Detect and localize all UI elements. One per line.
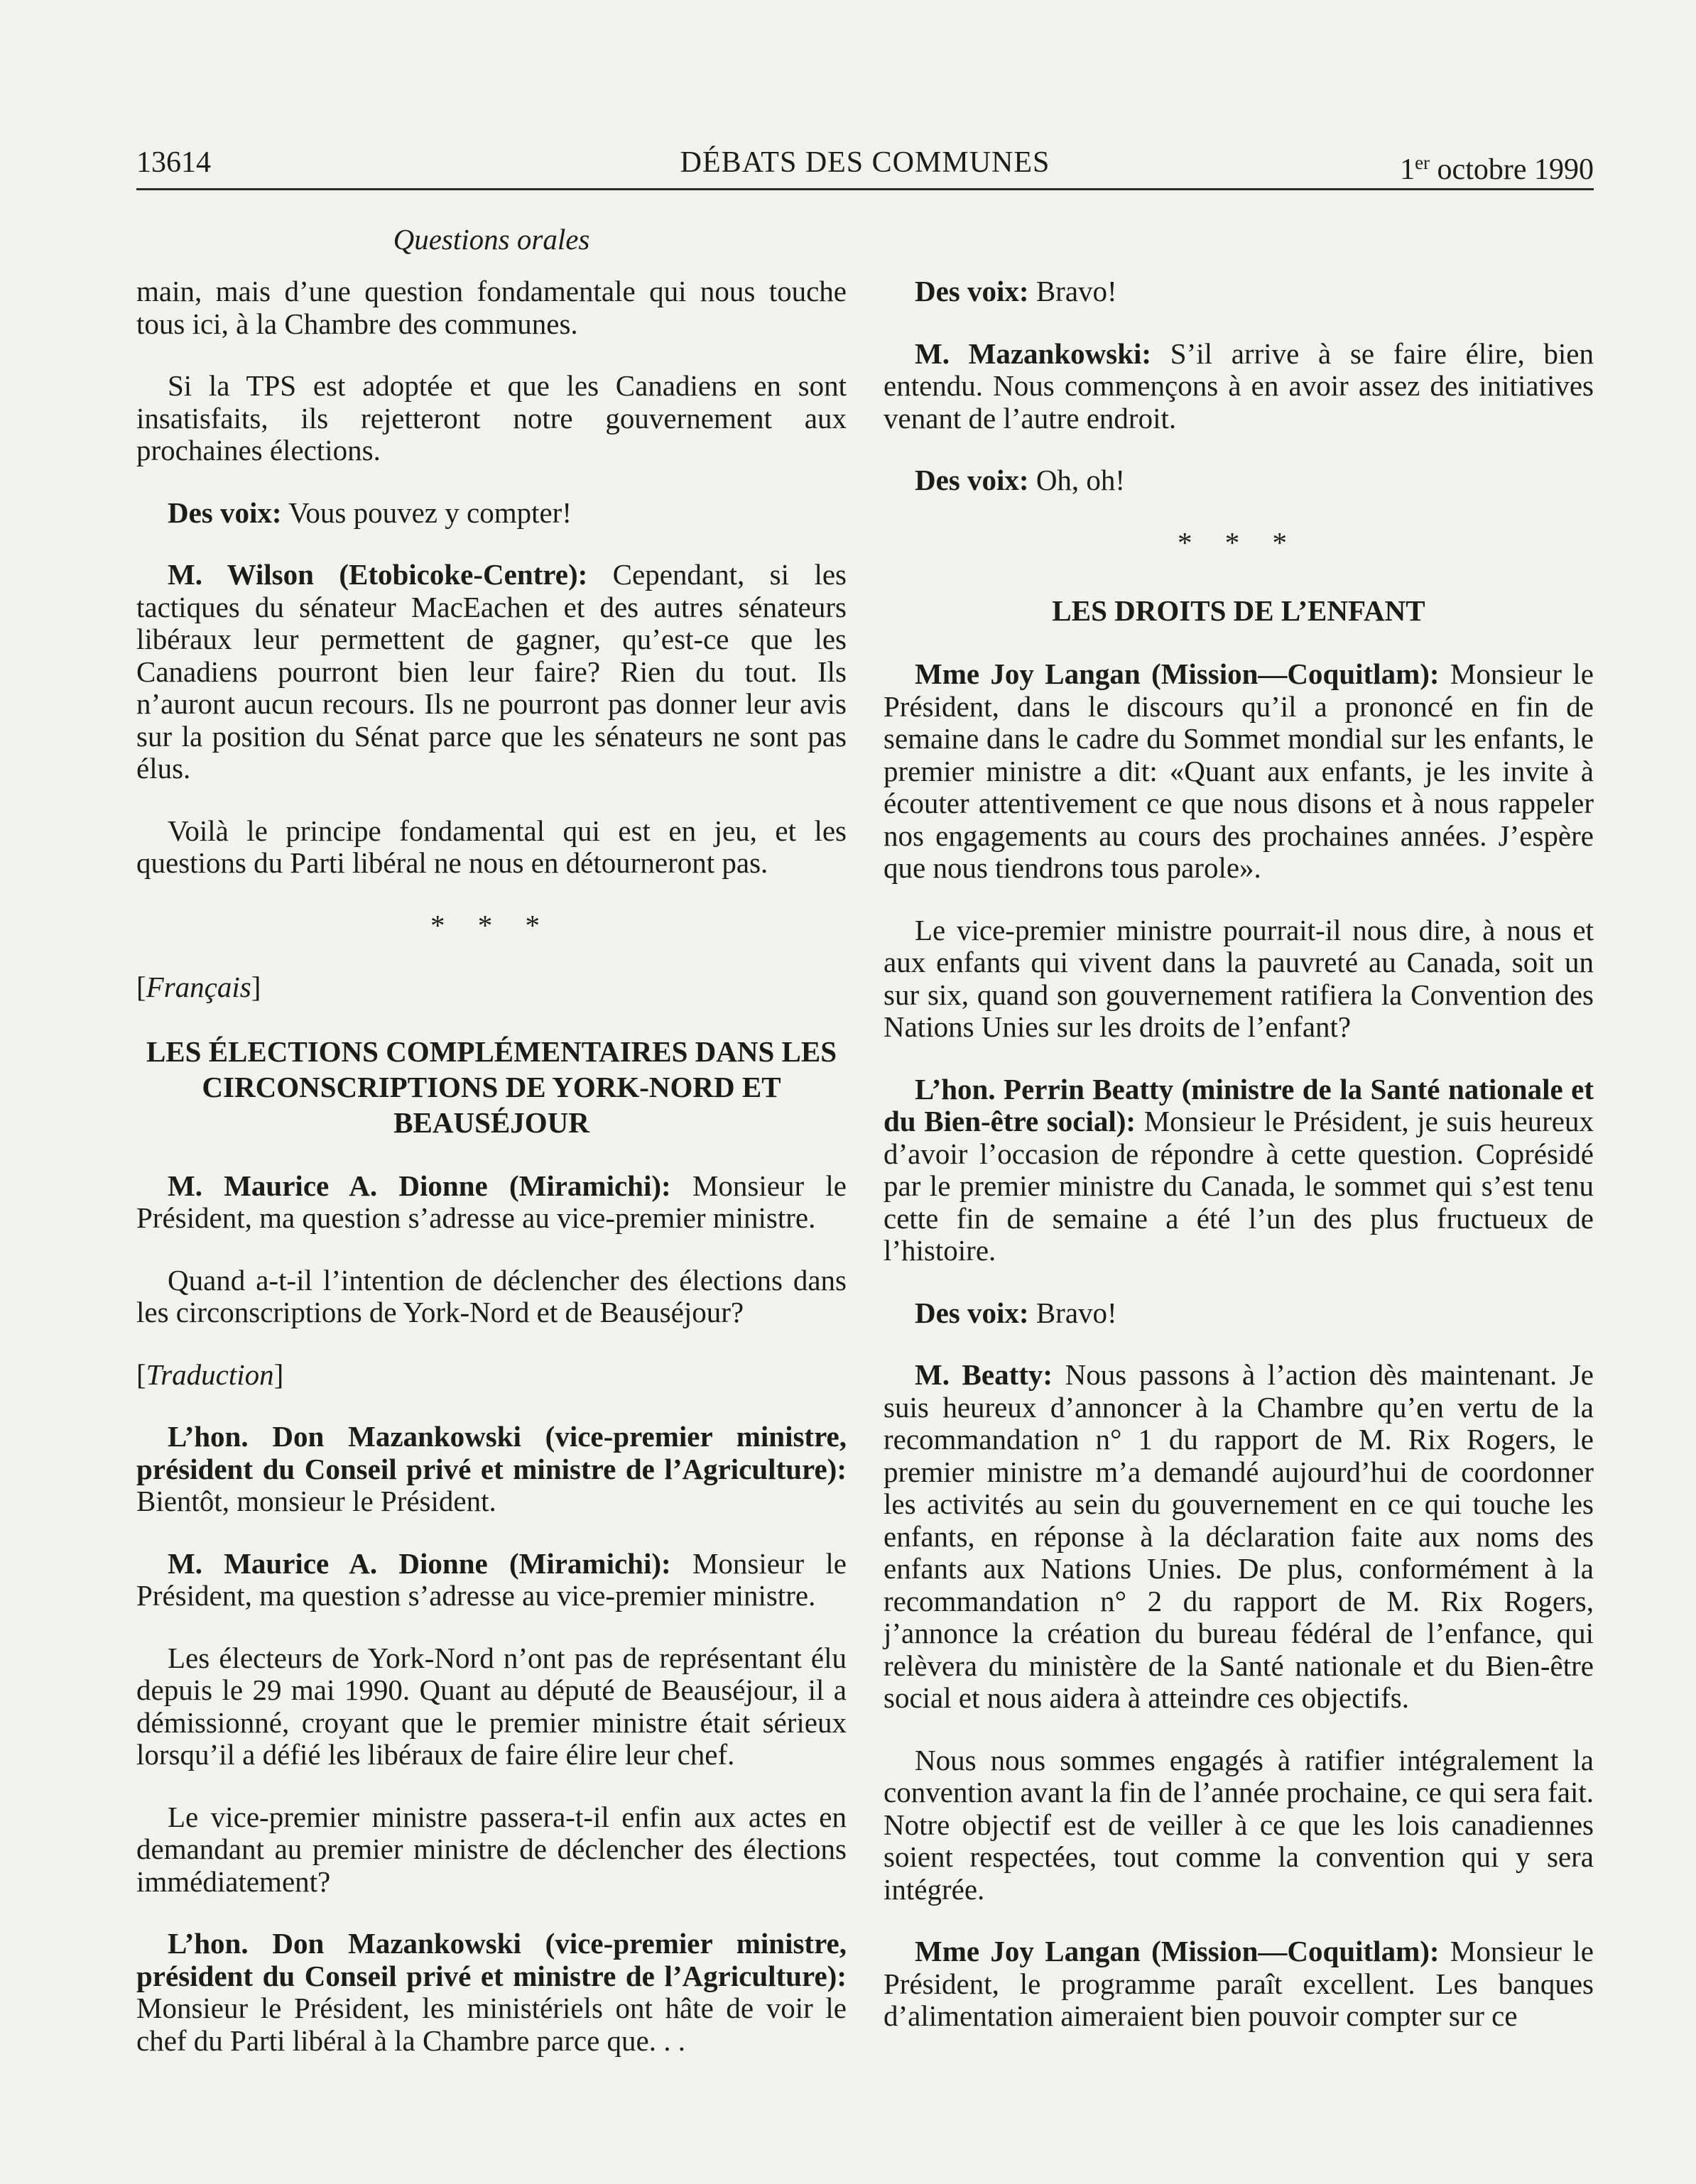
speech-text: S’il arrive à se faire élire, bien entendu. Nous commençons à en avoir assez des initiatives venant de l’autre endroit.	[884, 337, 1594, 435]
right-column	[884, 275, 1594, 2063]
speech	[136, 1548, 847, 1612]
page-number: 13614	[136, 146, 211, 179]
speaker: Des voix:	[915, 275, 1029, 307]
speech-text: Bravo!	[1028, 1296, 1117, 1329]
running-head: Questions orales	[393, 223, 590, 256]
speaker: Mme Joy Langan (Mission—Coquitlam):	[915, 1935, 1440, 1967]
speaker: L’hon. Don Mazankowski (vice-premier ministre, président du Conseil privé et ministre de l’Agriculture):	[136, 1420, 847, 1485]
speaker: L’hon. Perrin Beatty (ministre de la Santé nationale et du Bien-être social):	[884, 1072, 1594, 1137]
speech-text: Monsieur le Président, dans le discours qu’il a prononcé en fin de semaine dans le cadre du Sommet mondial sur les enfants, le premier ministre a dit: «Quant aux enfants, je les invite à écouter attentivement ce que nous disons et à nous rappeler nos engagements au cours des prochaines années. J’espère que nous tiendrons tous parole».	[884, 657, 1594, 884]
speech	[884, 658, 1594, 885]
speech	[884, 1359, 1594, 1715]
speech	[884, 338, 1594, 435]
date-day: 1	[1400, 153, 1415, 186]
speech	[884, 1935, 1594, 2033]
speech	[136, 559, 847, 785]
section-separator: * * *	[430, 908, 553, 941]
translation-tag-text: Traduction	[146, 1358, 274, 1391]
speech	[136, 1421, 847, 1518]
speaker: Des voix:	[915, 1296, 1029, 1329]
speech	[136, 1928, 847, 2057]
paragraph: Si la TPS est adoptée et que les Canadiens en sont insatisfaits, ils rejetteront notre gouvernement aux prochaines élections.	[136, 369, 847, 466]
publication-date	[1400, 144, 1594, 188]
publication-title: DÉBATS DES COMMUNES	[680, 146, 1050, 179]
speech	[884, 464, 1594, 497]
speaker: Mme Joy Langan (Mission—Coquitlam):	[915, 657, 1440, 690]
speech	[136, 1170, 847, 1235]
speech-text: Nous passons à l’action dès maintenant. Je suis heureux d’annoncer à la Chambre qu’en vertu de la recommandation n° 1 du rapport de M. Rix Rogers, le premier ministre m’a demandé aujourd’hui de coordonner les activités au sein du gouvernement en ce qui touche les enfants, en réponse à la déclaration faite aux noms des enfants aux Nations Unies. De plus, conformément à la recommandation n° 2 du rapport de M. Rix Rogers, j’annonce la création du bureau fédéral de l’enfance, qui relèvera du ministère de la Santé nationale et du Bien-être social et nous aidera à atteindre ces objectifs.	[884, 1358, 1594, 1714]
speaker: L’hon. Don Mazankowski (vice-premier ministre, président du Conseil privé et ministre de l’Agriculture):	[136, 1927, 847, 1992]
speech	[136, 497, 847, 530]
speech-text: Monsieur le Président, je suis heureux d’avoir l’occasion de répondre à cette question. Coprésidé par le premier ministre du Canada, le sommet qui s’est tenu cette fin de semaine a été l’un des plus fructueux de l’histoire.	[884, 1105, 1594, 1267]
speech-text: Bientôt, monsieur le Président.	[136, 1485, 496, 1517]
speaker: M. Mazankowski:	[915, 337, 1152, 370]
section-heading: LES DROITS DE L’ENFANT	[1052, 594, 1425, 627]
paragraph: Le vice-premier ministre pourrait-il nous dire, à nous et aux enfants qui vivent dans la pauvreté au Canada, soit un sur six, quand son gouvernement ratifiera la Convention des Nations Unies sur les droits de l’enfant?	[884, 913, 1594, 1043]
language-tag-text: Français	[146, 971, 251, 1003]
date-ordinal: er	[1415, 152, 1430, 173]
translation-tag: [Traduction]	[136, 1358, 284, 1391]
speaker: M. Wilson (Etobicoke-Centre):	[168, 558, 588, 591]
speech-text: Vous pouvez y compter!	[281, 496, 572, 529]
speech	[884, 1074, 1594, 1267]
paragraph: Le vice-premier ministre passera-t-il enfin aux actes en demandant au premier ministre de déclencher des élections immédiatement?	[136, 1800, 847, 1898]
speech-text: Bravo!	[1028, 275, 1117, 307]
speech-text: Cependant, si les tactiques du sénateur MacEachen et des autres sénateurs libéraux leur permettent de gagner, qu’est-ce que les Canadiens pourront bien leur faire? Rien du tout. Ils n’auront aucun recours. Ils ne pourront pas donner leur avis sur la position du Sénat parce que les sénateurs ne sont pas élus.	[136, 558, 847, 785]
speaker: M. Beatty:	[915, 1358, 1053, 1391]
date-rest: octobre 1990	[1430, 153, 1594, 186]
paragraph: Les électeurs de York-Nord n’ont pas de représentant élu depuis le 29 mai 1990. Quant au député de Beauséjour, il a démissionné, croyant que le premier ministre était sérieux lorsqu’il a défié les libéraux de faire élire leur chef.	[136, 1641, 847, 1771]
paragraph: Nous nous sommes engagés à ratifier intégralement la convention avant la fin de l’année prochaine, ce qui sera fait. Notre objectif est de veiller à ce que les lois canadiennes soient respectées, tout comme la convention qui y sera intégrée.	[884, 1743, 1594, 1906]
speaker: M. Maurice A. Dionne (Miramichi):	[168, 1546, 671, 1580]
paragraph: Voilà le principe fondamental qui est en jeu, et les questions du Parti libéral ne nous en détourneront pas.	[136, 814, 847, 879]
page-header	[136, 144, 1594, 190]
speech-text: Monsieur le Président, le programme paraît excellent. Les banques d’alimentation aimeraient bien pouvoir compter sur ce	[884, 1935, 1594, 2032]
speaker: M. Maurice A. Dionne (Miramichi):	[168, 1169, 671, 1202]
paragraph: Quand a-t-il l’intention de déclencher des élections dans les circonscriptions de York-Nord et de Beauséjour?	[136, 1263, 847, 1328]
speech	[884, 275, 1594, 308]
section-heading: LES ÉLECTIONS COMPLÉMENTAIRES DANS LES CIRCONSCRIPTIONS DE YORK-NORD ET BEAUSÉJOUR	[146, 1034, 837, 1139]
left-column	[136, 275, 847, 2087]
speech-text: Oh, oh!	[1028, 464, 1126, 496]
speech-text: Monsieur le Président, ma question s’adresse au vice-premier ministre.	[136, 1169, 847, 1234]
speech	[884, 1297, 1594, 1330]
speaker: Des voix:	[915, 464, 1029, 496]
paragraph: main, mais d’une question fondamentale qui nous touche tous ici, à la Chambre des communes.	[136, 275, 847, 340]
language-tag: [Français]	[136, 971, 261, 1003]
speech-text: Monsieur le Président, les ministériels ont hâte de voir le chef du Parti libéral à la Chambre parce que. . .	[136, 1992, 847, 2057]
speech-text: Monsieur le Président, ma question s’adresse au vice-premier ministre.	[136, 1546, 847, 1612]
section-separator: * * *	[1178, 525, 1300, 559]
speaker: Des voix:	[168, 496, 282, 529]
